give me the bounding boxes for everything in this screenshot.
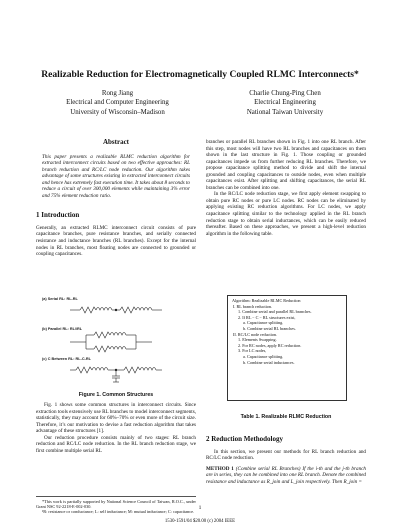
algorithm-step: 2. If RL − C − RL structures exist, (238, 314, 296, 320)
method-label: METHOD 1 (206, 465, 234, 472)
left-column (36, 139, 196, 258)
section-2-paragraph: In this section, we present our methods for RL branch reduction and RC/LC node reduction. (206, 448, 366, 462)
author-org: University of Wisconsin–Madison (70, 108, 165, 116)
page-number: 1 (198, 505, 202, 511)
section-2 (206, 436, 366, 485)
algorithm-step: 2. For RC nodes, apply RC reduction. (238, 342, 302, 348)
right-column (206, 139, 366, 237)
author-block-2 (205, 89, 365, 117)
abstract-text: This paper presents a realizable RLMC reduction algorithm for extracted interconnect circuits based on two effective approaches: RL branch reduction and RC/LC node reduction. Our algorithm takes advantage of some structures existing in extracted interconnect circuits and hence has extremely fast execution time. It takes about 8 seconds to reduce a circuit of over 300,000 elements while maintaining 3% error and 75% element reduction ratio. (42, 153, 190, 199)
author-org: National Taiwan University (246, 108, 324, 116)
intro-heading: 1 Introduction (36, 211, 80, 220)
right-paragraph-1: branches or parallel RL branches shown in Fig. 1 into one RL branch. After this step, most nodes will have two RL branches and capacitances on them shown in the last structure in Fig. 1. Those coupling or grounded capacitances impede us from further reducing RL branches. Therefore, we propose capacitance splitting method to divide and shift the internal grounded and coupling capacitances to outside nodes, even when multiple capacitances exist. After splitting and shifting capacitances, the serial RL branches can be combined into one. (206, 139, 366, 191)
table-1-caption: Table 1. Realizable RLMC Reduction (240, 414, 332, 420)
algorithm-step: 1. Elements Swapping. (238, 337, 277, 343)
intro-paragraph-2: Fig. 1 shows some common structures in interconnect circuits. Since extraction tools extensively use RL branches to model interconnect segments, statistically, they may account for 60%–70% or even more of the circuit size. Therefore, it’s our motivation to devise a fast reduction algorithm that takes advantage of these structures [1]. (36, 402, 196, 435)
author-name: Charlie Chung-Ping Chen (249, 90, 321, 97)
algorithm-step: II. RC/LC node reduction. (233, 331, 278, 337)
algorithm-step: a. Capacitance splitting. (243, 320, 284, 326)
author-dept: Electrical and Computer Engineering (66, 99, 169, 107)
algorithm-step: 3. For LC nodes, (238, 348, 267, 354)
algorithm-step: I. RL branch reduction. (233, 303, 273, 309)
figure-1-caption: Figure 1. Common Structures (78, 392, 154, 398)
algorithm-box (227, 295, 347, 401)
footnote-1: *This work is partially supported by National Science Council of Taiwan, R.O.C., under Grant NSC 92-2218-E-002-030. (36, 499, 196, 510)
intro-paragraph-1: Generally, an extracted RLMC interconnect circuit consists of pure capacitance branches, pure resistance branches, and serially connected resistance and inductance branches (RL branches). Except for the internal nodes in RL branches, most floating nodes are connected to grounded or coupling capacitances. (36, 224, 196, 258)
figure-label-b: (b) Parallel RL: RL//RL (42, 327, 83, 331)
figure-1 (36, 292, 196, 396)
footnote-2: ¹R: resistance or conductance; L: self inductance; M: mutual inductance; C: capacitance. (42, 509, 195, 515)
section-2-heading: 2 Reduction Methodology (206, 435, 283, 443)
algorithm-step: b. Combine serial RL branches. (243, 325, 296, 331)
method-text: (Combine serial RL Branches) If the i-th and the j-th branch are in series, they can be combined into one RL branch. Denote the combined resistance and inductance as R_join and L_join respectively. Then R_join = (206, 465, 366, 485)
author-block-1 (40, 89, 195, 117)
paper-title: Realizable Reduction for Electromagnetically Coupled RLMC Interconnects* (41, 69, 359, 80)
intro-paragraph-3: Our reduction procedure consists mainly of two stages: RL branch reduction and RC/LC node reduction. In the RL branch reduction stage, we first combine multiple serial RL (36, 434, 196, 454)
algorithm-step: a. Capacitance splitting. (243, 353, 284, 359)
abstract-heading: Abstract (102, 138, 130, 146)
algorithm-step: b. Combine serial inductances. (243, 359, 295, 365)
author-dept: Electrical Engineering (254, 99, 316, 107)
right-paragraph-2: In the RC/LC node reduction stage, we first apply element swapping to obtain pure RC nodes or pure LC nodes. RC nodes can be eliminated by applying existing RC reduction algorithms. For LC nodes, we apply capacitance splitting similar to the technology applied in the RL branch reduction stage to obtain serial inductances, which can be easily reduced thereafter. Based on these approaches, we present a high-level reduction algorithm in the following table. (206, 191, 366, 237)
left-column-lower (36, 402, 196, 454)
figure-label-c: (c) C Between RL: RL-C-RL (42, 357, 91, 361)
algorithm-step: 1. Combine serial and parallel RL branches. (238, 309, 312, 315)
figure-label-a: (a) Serial RL: RL-RL (42, 297, 78, 301)
author-name: Rong Jiang (101, 90, 134, 97)
copyright-footer: 1530-1591/04 $20.00 (c) 2004 IEEE (164, 519, 236, 524)
algorithm-title: Algorithm: Realizable RLMC Reduction (232, 298, 301, 303)
figure-1-schematic (36, 292, 196, 388)
